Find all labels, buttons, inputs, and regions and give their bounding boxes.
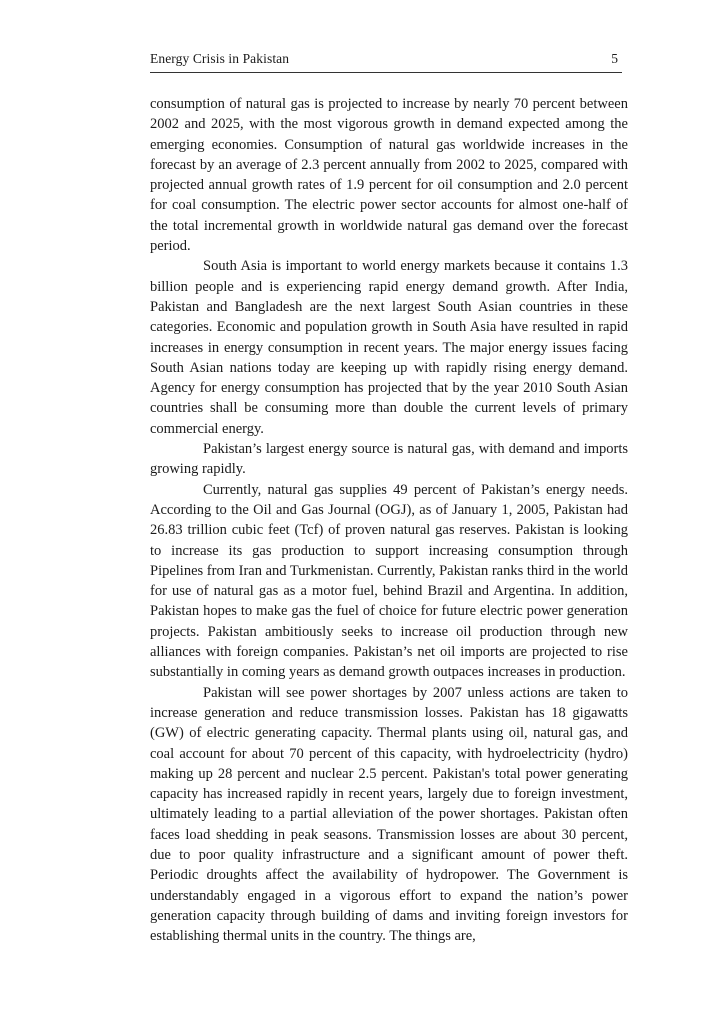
paragraph-power-shortages: Pakistan will see power shortages by 2007 unless actions are taken to increase generation and reduce transmission losses. Pakistan has 18 gigawatts (GW) of electric generating capacity. Thermal plants using oil, natural gas, and coal account for about 70 percent of this capacity, with hydroelectricity (hydro) making up 28 percent and nuclear 2.5 percent. Pakistan's total power generating capacity has increased rapidly in recent years, largely due to foreign investment, ultimately leading to a partial alleviation of the power shortages. Pakistan often faces load shedding in peak seasons. Transmission losses are about 30 percent, due to poor quality infrastructure and a significant amount of power theft. Periodic droughts affect the availability of hydropower. The Government is understandably engaged in a vigorous effort to expand the nation’s power generation capacity through building of dams and inviting foreign investors for establishing thermal units in the country. The things are, xyxy=(150,684,628,945)
paragraph-natural-gas-supplies: Currently, natural gas supplies 49 percent of Pakistan’s energy needs. According to the Oil and Gas Journal (OGJ), as of January 1, 2005, Pakistan had 26.83 trillion cubic feet (Tcf) of proven natural gas reserves. Pakistan is looking to increase its gas production to support increasing consumption through Pipelines from Iran and Turkmenistan. Currently, Pakistan ranks third in the world for use of natural gas as a motor fuel, behind Brazil and Argentina. In addition, Pakistan hopes to make gas the fuel of choice for future electric power generation projects. Pakistan ambitiously seeks to increase oil production through new alliances with foreign companies. Pakistan’s net oil imports are projected to rise substantially in coming years as demand growth outpaces increases in production. xyxy=(150,481,628,681)
page-number: 5 xyxy=(611,51,618,66)
body-text xyxy=(150,94,628,946)
header-title: Energy Crisis in Pakistan xyxy=(150,51,290,66)
paragraph-largest-source: Pakistan’s largest energy source is natural gas, with demand and imports growing rapidly. xyxy=(150,441,628,478)
paragraph-south-asia: South Asia is important to world energy markets because it contains 1.3 billion people and is experiencing rapid energy demand growth. After India, Pakistan and Bangladesh are the next largest South Asian countries in these categories. Economic and population growth in South Asia have resulted in rapid increases in energy consumption in recent years. The major energy issues facing South Asian nations today are keeping up with rapidly rising energy demand. Agency for energy consumption has projected that by the year 2010 South Asian countries shall be consuming more than double the current levels of primary commercial energy. xyxy=(150,258,628,437)
running-header xyxy=(150,50,622,73)
paragraph-natural-gas-consumption: consumption of natural gas is projected to increase by nearly 70 percent between 2002 and 2025, with the most vigorous growth in demand expected among the emerging economies. Consumption of natural gas worldwide increases in the forecast by an average of 2.3 percent annually from 2002 to 2025, compared with projected annual growth rates of 1.9 percent for oil consumption and 2.0 percent for coal consumption. The electric power sector accounts for almost one-half of the total incremental growth in worldwide natural gas demand over the forecast period. xyxy=(150,96,628,255)
